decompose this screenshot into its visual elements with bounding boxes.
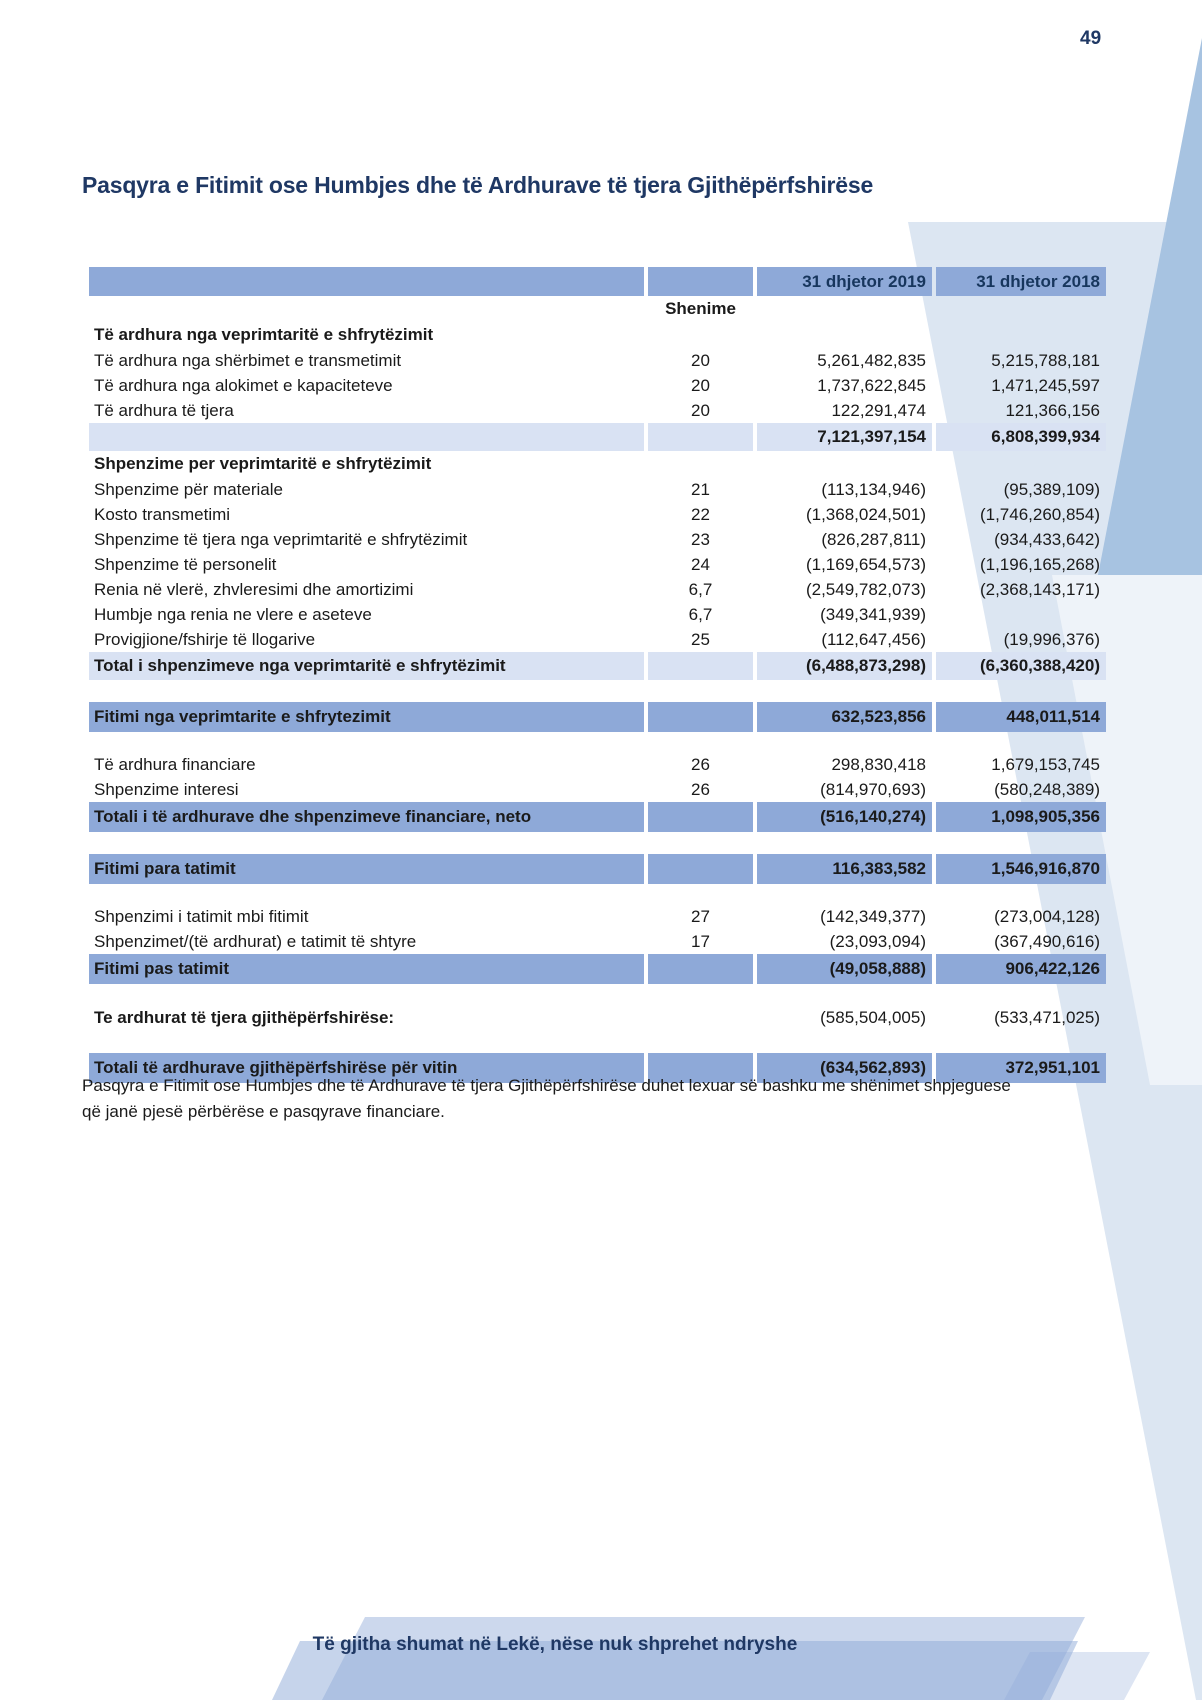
footer-banner: Të gjitha shumat në Lekë, nëse nuk shprehet ndryshe bbox=[312, 1634, 798, 1655]
cell-2019 bbox=[757, 296, 932, 322]
cell-2018 bbox=[936, 602, 1106, 627]
cell-label: Totali i të ardhurave dhe shpenzimeve financiare, neto bbox=[89, 802, 644, 832]
financial-table bbox=[85, 267, 1110, 1083]
cell-2019: (49,058,888) bbox=[757, 954, 932, 984]
spacer-row bbox=[89, 832, 1106, 854]
cell-2019: (6,488,873,298) bbox=[757, 652, 932, 680]
table-row bbox=[89, 1005, 1106, 1031]
cell-label: Shpenzime interesi bbox=[94, 779, 239, 799]
cell-note bbox=[648, 652, 753, 680]
cell-note: 23 bbox=[691, 529, 710, 549]
cell-label: Shpenzime të personelit bbox=[94, 554, 277, 574]
cell-2018: 5,215,788,181 bbox=[991, 350, 1100, 370]
spacer-cell bbox=[89, 832, 1106, 854]
cell-2019 bbox=[757, 322, 932, 348]
table-row bbox=[89, 527, 1106, 552]
cell-note bbox=[648, 423, 753, 451]
cell-label: Kosto transmetimi bbox=[94, 504, 231, 524]
cell-2019: (516,140,274) bbox=[757, 802, 932, 832]
spacer-cell bbox=[89, 884, 1106, 904]
cell-label: Humbje nga renia ne vlere e aseteve bbox=[94, 604, 372, 624]
cell-label: Të ardhura të tjera bbox=[94, 400, 234, 420]
cell-2019: (23,093,094) bbox=[829, 931, 926, 951]
cell-note bbox=[648, 322, 753, 348]
cell-note: Shenime bbox=[665, 299, 736, 319]
spacer-row bbox=[89, 680, 1106, 702]
cell-2018: 6,808,399,934 bbox=[936, 423, 1106, 451]
cell-label bbox=[89, 296, 644, 322]
footnote: Pasqyra e Fitimit ose Humbjes dhe të Ardhurave të tjera Gjithëpërfshirëse duhet lexuar së bashku me shënimet shpjeguese që janë pjesë përbërëse e pasqyrave financiare. bbox=[82, 1076, 1011, 1121]
table-row bbox=[89, 577, 1106, 602]
cell-2018 bbox=[936, 322, 1106, 348]
cell-2018: (2,368,143,171) bbox=[979, 579, 1100, 599]
table-row bbox=[89, 267, 1106, 296]
page-number: 49 bbox=[1080, 28, 1102, 49]
cell-2019: 1,737,622,845 bbox=[817, 375, 926, 395]
cell-label: Fitimi pas tatimit bbox=[89, 954, 644, 984]
cell-note: 6,7 bbox=[688, 579, 713, 599]
cell-2019: 122,291,474 bbox=[831, 400, 926, 420]
table-row bbox=[89, 423, 1106, 451]
cell-label: Shpenzime të tjera nga veprimtaritë e shfrytëzimit bbox=[94, 529, 468, 549]
cell-2019: (814,970,693) bbox=[820, 779, 926, 799]
cell-2018: 1,098,905,356 bbox=[936, 802, 1106, 832]
cell-label: Renia në vlerë, zhvleresimi dhe amortizimi bbox=[94, 579, 414, 599]
cell-2019: (2,549,782,073) bbox=[805, 579, 926, 599]
table-row bbox=[89, 296, 1106, 322]
cell-2019: (113,134,946) bbox=[821, 479, 926, 499]
cell-2018 bbox=[936, 451, 1106, 477]
cell-note: 27 bbox=[691, 906, 710, 926]
cell-note: 25 bbox=[691, 629, 710, 649]
table-row bbox=[89, 451, 1106, 477]
table-row bbox=[89, 322, 1106, 348]
cell-note: 6,7 bbox=[688, 604, 713, 624]
cell-2018: 1,546,916,870 bbox=[936, 854, 1106, 884]
table-row bbox=[89, 602, 1106, 627]
cell-2018: 906,422,126 bbox=[936, 954, 1106, 984]
cell-note: 21 bbox=[691, 479, 710, 499]
table-row bbox=[89, 552, 1106, 577]
cell-note: 20 bbox=[691, 400, 710, 420]
cell-2019: 5,261,482,835 bbox=[817, 350, 926, 370]
table-row bbox=[89, 854, 1106, 884]
table-row bbox=[89, 702, 1106, 732]
cell-note: 20 bbox=[691, 350, 710, 370]
cell-label: Të ardhura nga alokimet e kapaciteteve bbox=[94, 375, 393, 395]
table-row bbox=[89, 348, 1106, 373]
cell-2018: 31 dhjetor 2018 bbox=[936, 267, 1106, 296]
cell-note: 20 bbox=[691, 375, 710, 395]
cell-note: 24 bbox=[691, 554, 710, 574]
table-row bbox=[89, 929, 1106, 954]
table-row bbox=[89, 502, 1106, 527]
cell-label: Të ardhura nga shërbimet e transmetimit bbox=[94, 350, 402, 370]
cell-note: 26 bbox=[691, 754, 710, 774]
cell-note bbox=[648, 451, 753, 477]
cell-2018: (367,490,616) bbox=[994, 931, 1100, 951]
cell-2019: (349,341,939) bbox=[820, 604, 926, 624]
spacer-cell bbox=[89, 984, 1106, 1005]
cell-note bbox=[648, 954, 753, 984]
spacer-cell bbox=[89, 732, 1106, 752]
cell-2018: 121,366,156 bbox=[1005, 400, 1100, 420]
cell-2019: 116,383,582 bbox=[757, 854, 932, 884]
cell-2019: (1,368,024,501) bbox=[805, 504, 926, 524]
cell-2019: 298,830,418 bbox=[831, 754, 926, 774]
table-row bbox=[89, 777, 1106, 802]
table-row bbox=[89, 398, 1106, 423]
cell-label: Fitimi para tatimit bbox=[89, 854, 644, 884]
page-title: Pasqyra e Fitimit ose Humbjes dhe të Ardhurave të tjera Gjithëpërfshirëse bbox=[82, 172, 874, 198]
cell-2019: 7,121,397,154 bbox=[757, 423, 932, 451]
cell-2018: 1,679,153,745 bbox=[991, 754, 1100, 774]
cell-2019: (112,647,456) bbox=[821, 629, 926, 649]
cell-2019: 31 dhjetor 2019 bbox=[757, 267, 932, 296]
table-row bbox=[89, 627, 1106, 652]
spacer-row bbox=[89, 732, 1106, 752]
cell-2018: 372,951,101 bbox=[936, 1053, 1106, 1083]
cell-2019: (142,349,377) bbox=[820, 906, 926, 926]
table-row bbox=[89, 904, 1106, 929]
cell-label: Shpenzime për materiale bbox=[94, 479, 283, 499]
cell-note: 17 bbox=[691, 931, 710, 951]
table-row bbox=[89, 652, 1106, 680]
spacer-row bbox=[89, 1031, 1106, 1053]
cell-2018: (95,389,109) bbox=[1003, 479, 1100, 499]
cell-2018: (580,248,389) bbox=[994, 779, 1100, 799]
cell-note: 22 bbox=[691, 504, 710, 524]
spacer-cell bbox=[89, 1031, 1106, 1053]
cell-2018: 1,471,245,597 bbox=[991, 375, 1100, 395]
cell-note bbox=[648, 702, 753, 732]
cell-note bbox=[648, 267, 753, 296]
table-row bbox=[89, 752, 1106, 777]
cell-label: Të ardhura nga veprimtaritë e shfrytëzimit bbox=[94, 325, 434, 345]
cell-2018: (934,433,642) bbox=[994, 529, 1100, 549]
cell-note: 26 bbox=[691, 779, 710, 799]
table-row bbox=[89, 373, 1106, 398]
cell-label: Shpenzimi i tatimit mbi fitimit bbox=[94, 906, 309, 926]
cell-2019: (585,504,005) bbox=[820, 1008, 926, 1028]
table-row bbox=[89, 954, 1106, 984]
cell-2018 bbox=[936, 296, 1106, 322]
cell-2019: (634,562,893) bbox=[757, 1053, 932, 1083]
cell-2019: (1,169,654,573) bbox=[805, 554, 926, 574]
spacer-row bbox=[89, 984, 1106, 1005]
cell-2018: (6,360,388,420) bbox=[936, 652, 1106, 680]
cell-note bbox=[648, 802, 753, 832]
cell-label: Shpenzime per veprimtaritë e shfrytëzimit bbox=[94, 454, 432, 474]
cell-2018: (1,196,165,268) bbox=[979, 554, 1100, 574]
cell-note bbox=[648, 1005, 753, 1031]
cell-label: Te ardhurat të tjera gjithëpërfshirëse: bbox=[94, 1008, 395, 1028]
cell-2019: (826,287,811) bbox=[821, 529, 926, 549]
cell-2018: 448,011,514 bbox=[936, 702, 1106, 732]
cell-2018: (19,996,376) bbox=[1003, 629, 1100, 649]
cell-2018: (533,471,025) bbox=[994, 1008, 1100, 1028]
cell-label bbox=[89, 267, 644, 296]
cell-2018: (273,004,128) bbox=[994, 906, 1100, 926]
cell-2018: (1,746,260,854) bbox=[979, 504, 1100, 524]
cell-note bbox=[648, 854, 753, 884]
cell-label: Të ardhura financiare bbox=[94, 754, 256, 774]
cell-2019: 632,523,856 bbox=[757, 702, 932, 732]
cell-label bbox=[89, 423, 644, 451]
spacer-row bbox=[89, 884, 1106, 904]
cell-label: Shpenzimet/(të ardhurat) e tatimit të shtyre bbox=[94, 931, 417, 951]
cell-label: Provigjione/fshirje të llogarive bbox=[94, 629, 316, 649]
table-row bbox=[89, 802, 1106, 832]
cell-2019 bbox=[757, 451, 932, 477]
financial-table-body bbox=[89, 267, 1106, 1083]
cell-label: Fitimi nga veprimtarite e shfrytezimit bbox=[89, 702, 644, 732]
spacer-cell bbox=[89, 680, 1106, 702]
table-row bbox=[89, 477, 1106, 502]
cell-label: Totali të ardhurave gjithëpërfshirëse për vitin bbox=[89, 1053, 644, 1083]
cell-label: Total i shpenzimeve nga veprimtaritë e shfrytëzimit bbox=[89, 652, 644, 680]
